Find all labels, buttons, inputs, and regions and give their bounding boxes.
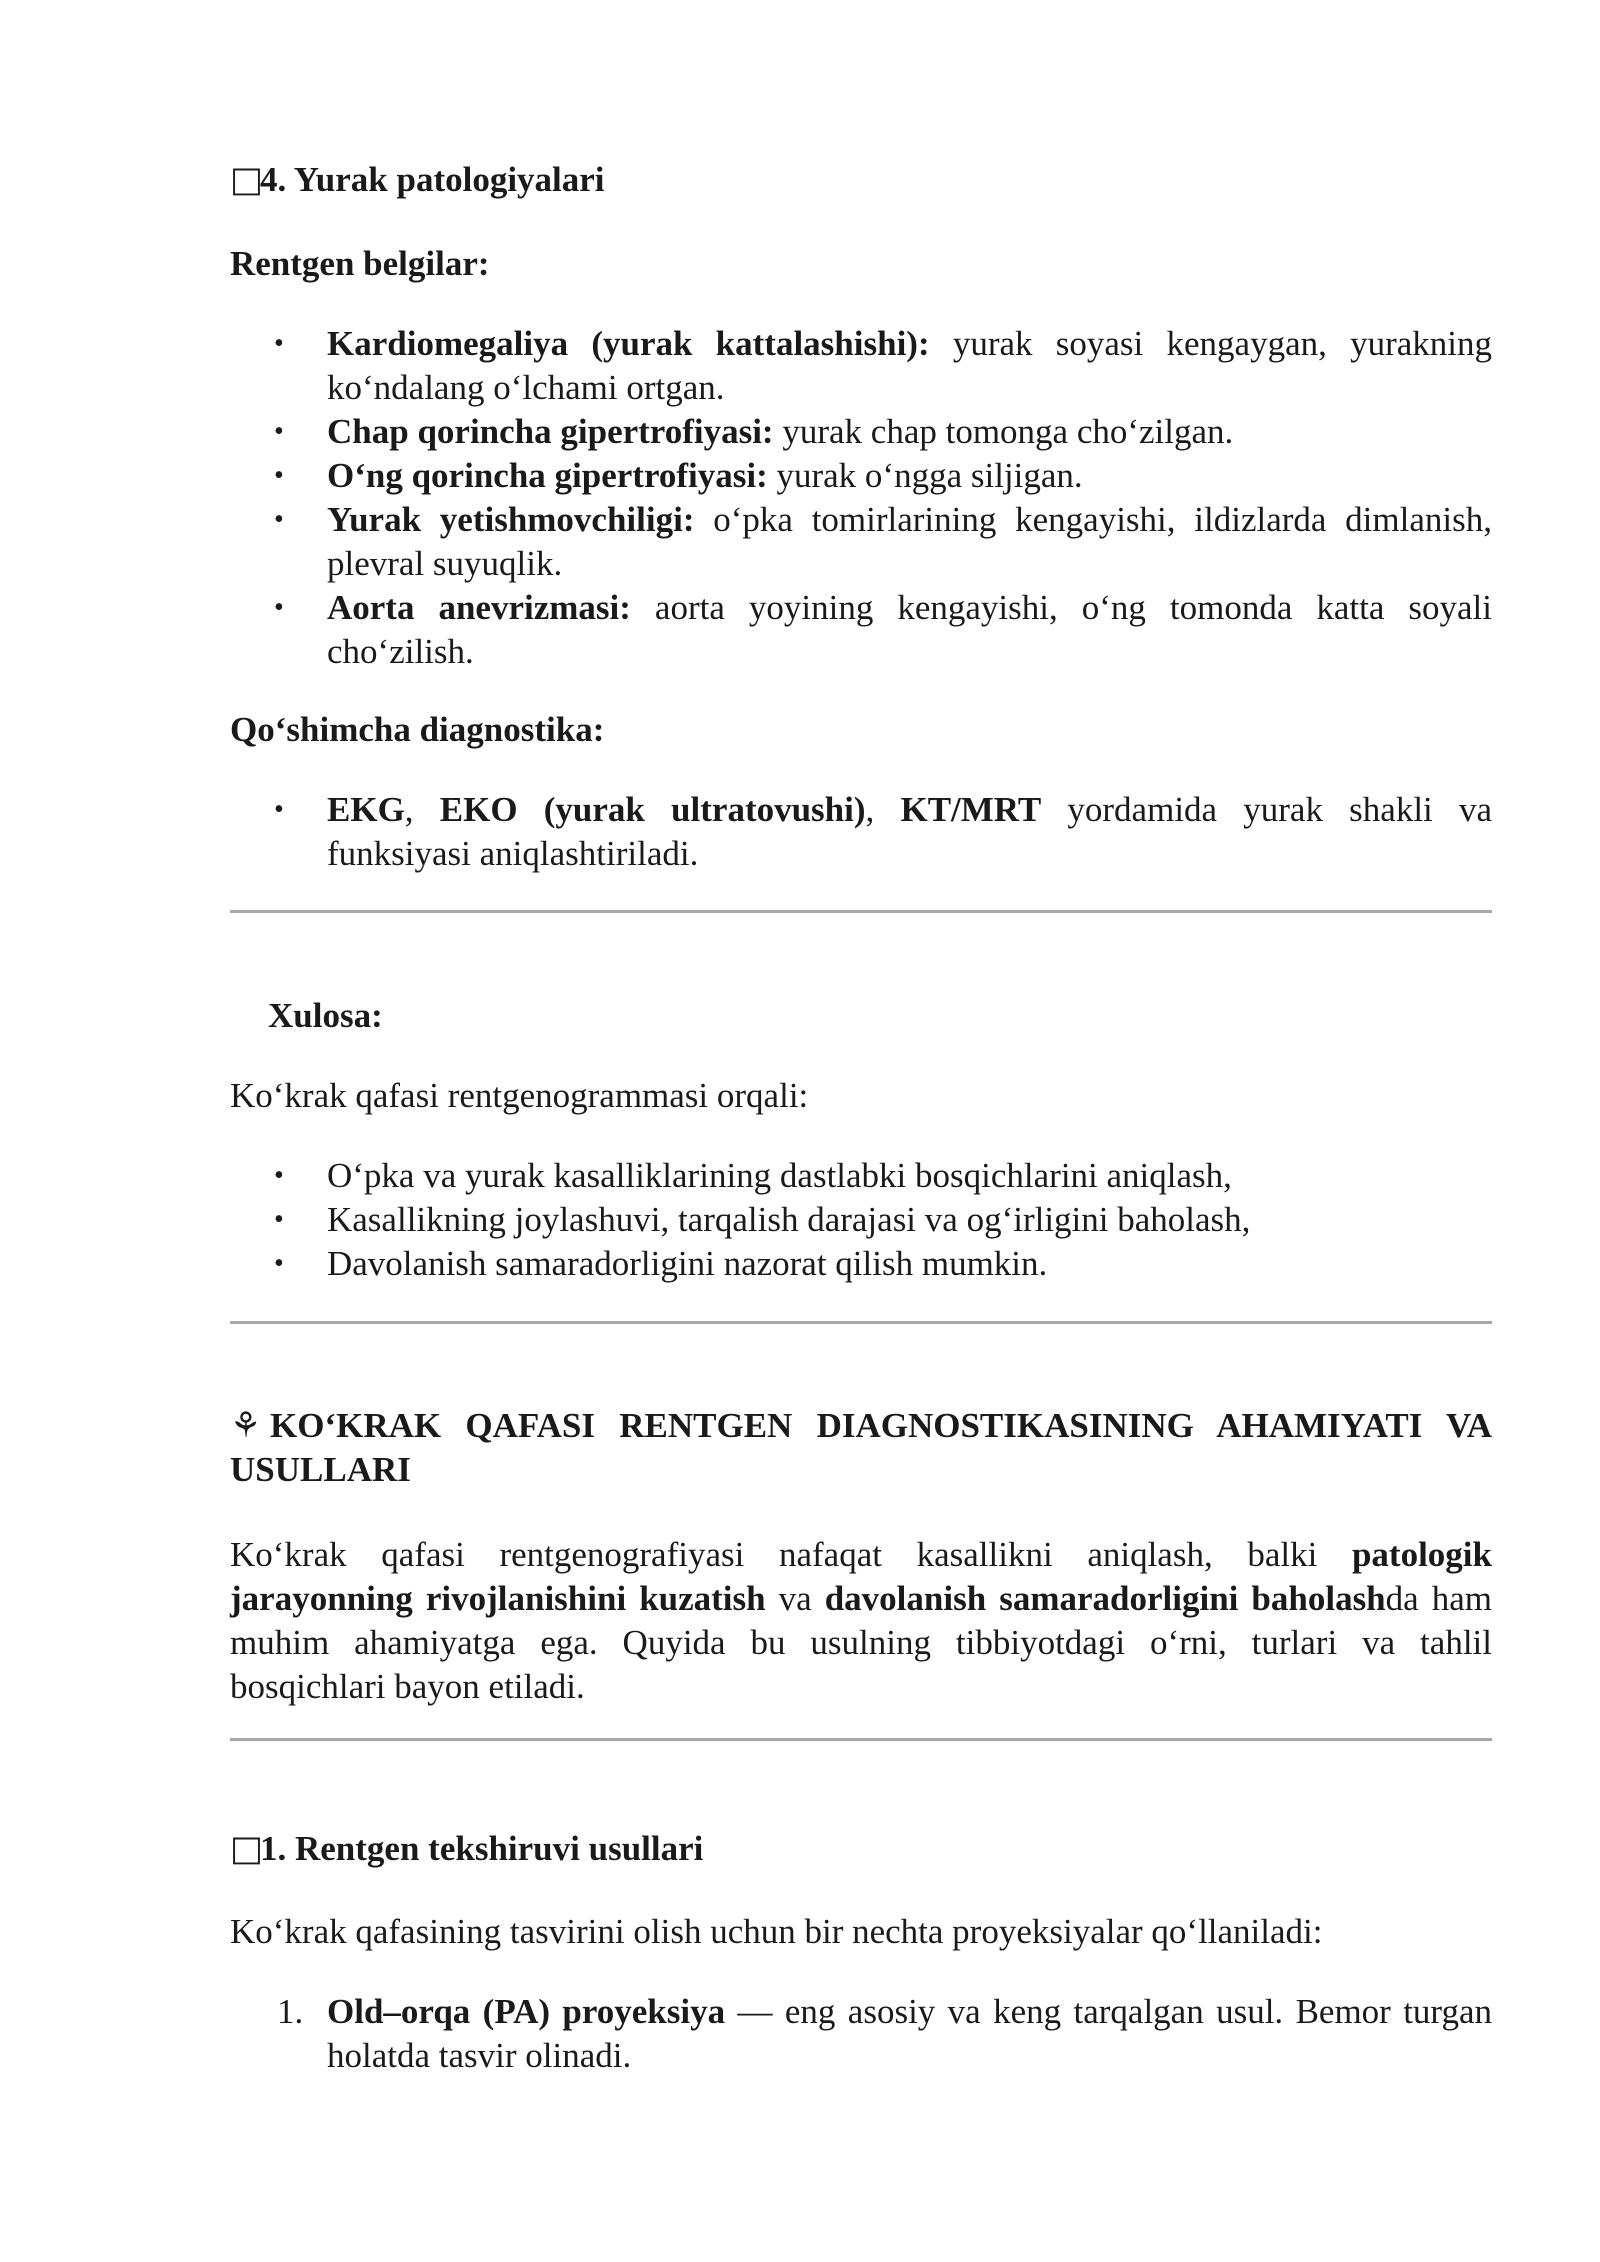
- bullet-icon: •: [274, 416, 284, 447]
- item-term: EKG: [327, 790, 405, 829]
- item-text: yurak chap tomonga cho‘zilgan.: [773, 412, 1234, 451]
- list-item: [230, 788, 1492, 876]
- list-item: [230, 410, 1492, 454]
- separator: ,: [865, 790, 901, 829]
- section-1-heading: [230, 1827, 1492, 1871]
- extra-diagnostics-label: Qo‘shimcha diagnostika:: [230, 710, 605, 749]
- paragraph-text: va: [765, 1579, 825, 1618]
- extra-diagnostics-list: [230, 788, 1492, 876]
- bullet-icon: •: [274, 1204, 284, 1235]
- item-number: 1.: [277, 1992, 304, 2031]
- divider: [230, 1738, 1492, 1741]
- divider: [230, 1321, 1492, 1324]
- item-term: Aorta anevrizmasi:: [327, 588, 631, 627]
- item-term: O‘ng qorincha gipertrofiyasi:: [327, 456, 768, 495]
- item-term: Old–orqa (PA) proyeksiya: [327, 1992, 726, 2031]
- list-item: [230, 1990, 1492, 2078]
- bullet-icon: •: [274, 1248, 284, 1279]
- conclusion-label: Xulosa:: [268, 996, 383, 1035]
- item-term: Chap qorincha gipertrofiyasi:: [327, 412, 774, 451]
- item-term: Kardiomegaliya (yurak kattalashishi):: [327, 324, 930, 363]
- section-1-heading-text: 1. Rentgen tekshiruvi usullari: [260, 1829, 704, 1868]
- item-text: yurak soyasi kengaygan, yurakning ko‘ndalang o‘lchami ortgan.: [327, 324, 1492, 407]
- paragraph-text: da ham muhim ahamiyatga ega. Quyida bu usulning tibbiyotdagi o‘rni, turlari va tahlil bosqichlari bayon etiladi.: [230, 1579, 1492, 1706]
- section-1-icon: □: [230, 1829, 264, 1869]
- importance-heading: [230, 1404, 1492, 1492]
- paragraph-text: Ko‘krak qafasi rentgenografiyasi nafaqat kasallikni aniqlash, balki: [230, 1535, 1352, 1574]
- bullet-icon: •: [274, 1160, 284, 1191]
- bullet-icon: •: [274, 504, 284, 535]
- bullet-icon: •: [274, 460, 284, 491]
- paragraph-bold-text: patologik jarayonning rivojlanishini kuzatish: [230, 1535, 1492, 1618]
- projection-list: [230, 1990, 1492, 2078]
- bullet-icon: •: [274, 592, 284, 623]
- flower-icon: ⚘: [230, 1406, 262, 1446]
- conclusion-list: [230, 1154, 1492, 1286]
- bullet-icon: •: [274, 328, 284, 359]
- item-term: EKO (yurak ultratovushi): [439, 790, 866, 829]
- signs-label: Rentgen belgilar:: [230, 244, 490, 283]
- item-term: Yurak yetishmovchiligi:: [327, 500, 695, 539]
- item-term: KT/MRT: [900, 790, 1042, 829]
- item-text: yordamida yurak shakli va funksiyasi aniqlashtiriladi.: [327, 790, 1492, 873]
- paragraph-bold-text: davolanish samaradorligini baholash: [824, 1579, 1386, 1618]
- item-text: Kasallikning joylashuvi, tarqalish darajasi va og‘irligini baholash,: [327, 1200, 1251, 1239]
- signs-list: [230, 322, 1492, 674]
- list-item: [230, 1242, 1492, 1286]
- list-item: [230, 586, 1492, 674]
- list-item: [230, 322, 1492, 410]
- section-4-heading-text: 4. Yurak patologiyalari: [260, 160, 605, 199]
- section-4-icon: □: [230, 160, 264, 200]
- list-item: [230, 1198, 1492, 1242]
- section-4-heading: [230, 158, 1492, 202]
- item-text: Davolanish samaradorligini nazorat qilish mumkin.: [327, 1244, 1048, 1283]
- importance-paragraph: [230, 1533, 1492, 1709]
- divider: [230, 910, 1492, 913]
- bullet-icon: •: [274, 794, 284, 825]
- section-1-intro: Ko‘krak qafasining tasvirini olish uchun bir nechta proyeksiyalar qo‘llaniladi:: [230, 1912, 1323, 1951]
- list-item: [230, 1154, 1492, 1198]
- item-text: O‘pka va yurak kasalliklarining dastlabki bosqichlarini aniqlash,: [327, 1156, 1232, 1195]
- list-item: [230, 454, 1492, 498]
- item-text: o‘pka tomirlarining kengayishi, ildizlarda dimlanish, plevral suyuqlik.: [327, 500, 1492, 583]
- separator: ,: [404, 790, 440, 829]
- item-text: aorta yoyining kengayishi, o‘ng tomonda katta soyali cho‘zilish.: [327, 588, 1492, 671]
- list-item: [230, 498, 1492, 586]
- item-text: — eng asosiy va keng tarqalgan usul. Bemor turgan holatda tasvir olinadi.: [327, 1992, 1492, 2075]
- item-text: yurak o‘ngga siljigan.: [767, 456, 1083, 495]
- conclusion-intro: Ko‘krak qafasi rentgenogrammasi orqali:: [230, 1076, 809, 1115]
- importance-heading-text: KO‘KRAK QAFASI RENTGEN DIAGNOSTIKASINING AHAMIYATI VA USULLARI: [230, 1406, 1492, 1489]
